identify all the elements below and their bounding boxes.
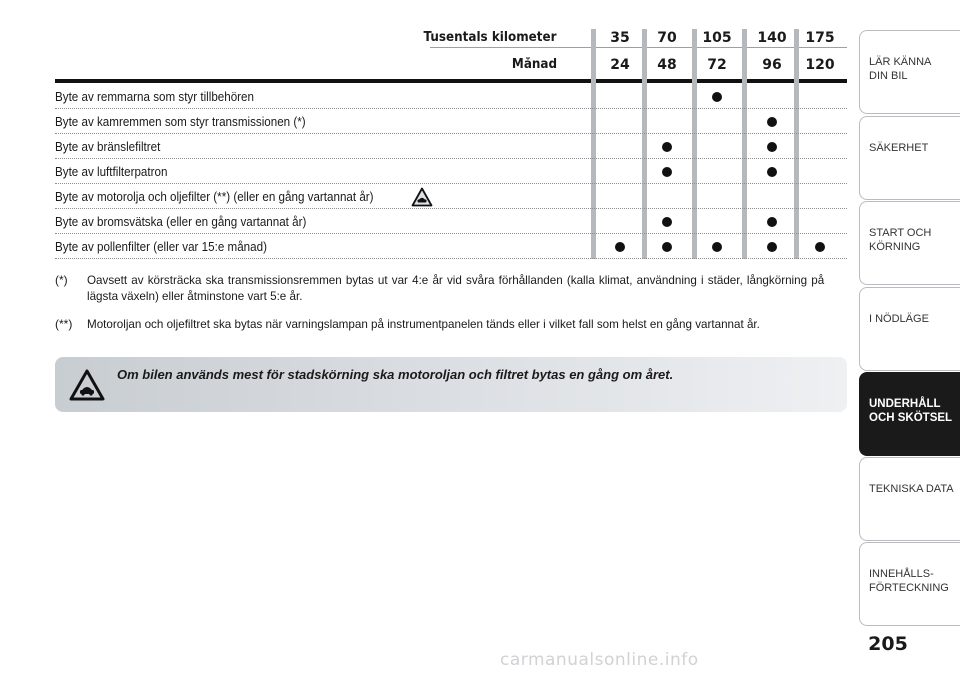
service-mark	[712, 242, 722, 252]
footnote-text: Oavsett av körsträcka ska transmissionsremmen bytas ut var 4:e år vid svåra förhållanden (kalla klimat, användning i städer, långkörning på lägsta växeln) eller åtminstone vart 5:e år.	[87, 273, 825, 303]
service-mark	[662, 167, 672, 177]
month-interval: 48	[657, 57, 677, 73]
chapter-tab-label: LÄR KÄNNA DIN BIL	[869, 56, 932, 82]
table-row	[55, 184, 847, 209]
chapter-tab-label: I NÖDLÄGE	[869, 313, 929, 325]
service-mark	[662, 142, 672, 152]
row-divider	[55, 258, 847, 259]
page-number: 205	[868, 633, 908, 655]
header-km-label: Tusentals kilometer	[424, 30, 557, 45]
info-callout	[55, 357, 847, 412]
table-row	[55, 159, 847, 184]
chapter-tab-label: INNEHÅLLS- FÖRTECKNING	[869, 568, 949, 594]
chapter-tab[interactable]	[859, 287, 960, 371]
footnote-text: Motoroljan och oljefiltret ska bytas när varningslampan på instrumentpanelen tänds eller i vilket fall som helst en gång vartannat år.	[87, 317, 760, 331]
service-mark	[662, 242, 672, 252]
watermark: carmanualsonline.info	[500, 650, 699, 670]
chapter-tab-label: UNDERHÅLL OCH SKÖTSEL	[869, 398, 953, 424]
header-divider	[430, 47, 847, 48]
callout-text: Om bilen används mest för stadskörning ska motoroljan och filtret bytas en gång om året.	[117, 367, 674, 382]
table-row	[55, 84, 847, 109]
header-thick-divider	[55, 79, 847, 83]
service-mark	[615, 242, 625, 252]
km-interval: 140	[757, 30, 787, 46]
chapter-tab[interactable]	[859, 372, 960, 456]
chapter-tab[interactable]	[859, 116, 960, 200]
footnote-marker: (*)	[55, 273, 68, 287]
month-interval: 120	[805, 57, 835, 73]
chapter-tab[interactable]	[859, 542, 960, 626]
table-row	[55, 209, 847, 234]
service-mark	[767, 242, 777, 252]
table-row	[55, 109, 847, 134]
environment-warning-icon	[69, 369, 105, 401]
maintenance-page	[55, 0, 847, 677]
row-label: Byte av motorolja och oljefilter (**) (eller en gång vartannat år)	[55, 190, 374, 204]
chapter-tab[interactable]	[859, 457, 960, 541]
table-row	[55, 234, 847, 259]
chapter-tab-label: START OCH KÖRNING	[869, 227, 932, 253]
service-mark	[815, 242, 825, 252]
footnote-marker: (**)	[55, 317, 73, 331]
service-mark	[712, 92, 722, 102]
environment-warning-icon	[411, 187, 433, 207]
month-interval: 72	[707, 57, 727, 73]
service-mark	[767, 167, 777, 177]
km-interval: 175	[805, 30, 835, 46]
chapter-sidebar	[859, 0, 960, 677]
service-mark	[767, 217, 777, 227]
row-label: Byte av luftfilterpatron	[55, 165, 168, 179]
km-interval: 35	[610, 30, 630, 46]
month-interval: 24	[610, 57, 630, 73]
row-label: Byte av remmarna som styr tillbehören	[55, 90, 254, 104]
km-interval: 105	[702, 30, 732, 46]
row-label: Byte av pollenfilter (eller var 15:e månad)	[55, 240, 267, 254]
chapter-tab-label: SÄKERHET	[869, 142, 929, 154]
km-interval: 70	[657, 30, 677, 46]
service-mark	[767, 142, 777, 152]
row-label: Byte av bromsvätska (eller en gång vartannat år)	[55, 215, 307, 229]
chapter-tab[interactable]	[859, 30, 960, 114]
table-row	[55, 134, 847, 159]
service-mark	[767, 117, 777, 127]
row-label: Byte av bränslefiltret	[55, 140, 161, 154]
row-label: Byte av kamremmen som styr transmissionen (*)	[55, 115, 306, 129]
month-interval: 96	[762, 57, 782, 73]
chapter-tab-label: TEKNISKA DATA	[869, 483, 954, 495]
chapter-tab[interactable]	[859, 201, 960, 285]
service-mark	[662, 217, 672, 227]
header-month-label: Månad	[511, 57, 557, 72]
